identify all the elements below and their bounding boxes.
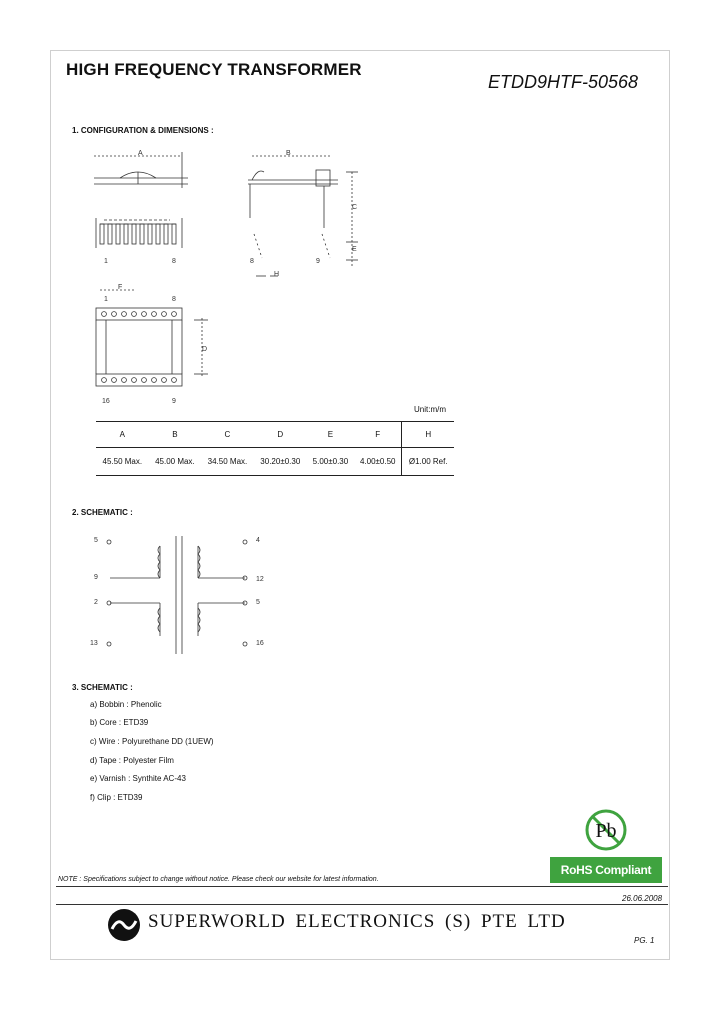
col-b: B <box>172 430 178 439</box>
dim-label-c: C <box>352 204 358 211</box>
schematic-pin-right-4: 16 <box>256 640 264 647</box>
footer-note: NOTE : Specifications subject to change without notice. Please check our website for latest information. <box>58 876 379 883</box>
footer-rule-top <box>56 886 668 887</box>
bottom-pin-1: 1 <box>104 296 108 303</box>
material-bobbin: a) Bobbin : Phenolic <box>90 700 162 709</box>
col-d: D <box>277 430 284 439</box>
front-pin-1: 1 <box>104 258 108 265</box>
val-f: 4.00±0.50 <box>359 457 396 466</box>
schematic-drawing <box>104 532 254 656</box>
val-h: Ø1.00 Ref. <box>402 448 454 476</box>
schematic-pin-right-2: 12 <box>256 576 264 583</box>
schematic-pin-left-2: 9 <box>94 574 98 581</box>
rohs-badge: RoHS Compliant <box>550 857 662 883</box>
company-name: SUPERWORLD ELECTRONICS (S) PTE LTD <box>148 911 566 932</box>
material-clip: f) Clip : ETD39 <box>90 793 143 802</box>
material-tape: d) Tape : Polyester Film <box>90 756 174 765</box>
front-pin-8: 8 <box>172 258 176 265</box>
bottom-pin-16: 16 <box>102 398 110 405</box>
bottom-pin-9: 9 <box>172 398 176 405</box>
page-number: PG. 1 <box>634 936 655 945</box>
document-title: HIGH FREQUENCY TRANSFORMER <box>66 60 362 79</box>
val-d: 30.20±0.30 <box>260 457 301 466</box>
table-row <box>96 448 454 476</box>
dim-label-d: D <box>202 346 208 353</box>
material-varnish: e) Varnish : Synthite AC-43 <box>90 774 186 783</box>
pb-symbol: Pb <box>595 820 617 842</box>
val-e: 5.00±0.30 <box>312 457 349 466</box>
side-pin-9: 9 <box>316 258 320 265</box>
section-3-heading: 3. SCHEMATIC : <box>72 683 133 692</box>
dimension-table <box>96 421 454 476</box>
unit-label: Unit:m/m <box>414 405 446 414</box>
schematic-pin-left-4: 13 <box>90 640 98 647</box>
company-logo-icon <box>106 907 142 943</box>
dim-label-b: B <box>286 150 291 157</box>
footer-date: 26.06.2008 <box>622 894 663 903</box>
schematic-pin-left-3: 2 <box>94 599 98 606</box>
section-2-heading: 2. SCHEMATIC : <box>72 508 133 517</box>
val-c: 34.50 Max. <box>207 457 248 466</box>
schematic-pin-right-3: 5 <box>256 599 260 606</box>
dim-label-a: A <box>138 150 143 157</box>
col-h: H <box>402 422 454 448</box>
material-core: b) Core : ETD39 <box>90 718 149 727</box>
schematic-pin-left-1: 5 <box>94 537 98 544</box>
bottom-view-drawing <box>90 282 214 400</box>
side-pin-8: 8 <box>250 258 254 265</box>
material-wire: c) Wire : Polyurethane DD (1UEW) <box>90 737 214 746</box>
table-header-row <box>96 422 454 448</box>
col-c: C <box>224 430 231 439</box>
bottom-pin-8: 8 <box>172 296 176 303</box>
dim-label-h: H <box>274 271 280 278</box>
col-f: F <box>375 430 381 439</box>
part-number: ETDD9HTF-50568 <box>488 72 639 92</box>
dim-label-f: F <box>118 284 123 291</box>
section-1-heading: 1. CONFIGURATION & DIMENSIONS : <box>72 126 214 135</box>
footer-rule-bottom <box>56 904 668 905</box>
val-b: 45.00 Max. <box>155 457 195 466</box>
dim-label-e: E <box>352 246 357 253</box>
col-a: A <box>119 430 125 439</box>
schematic-pin-right-1: 4 <box>256 537 260 544</box>
val-a: 45.50 Max. <box>102 457 143 466</box>
side-view-drawing <box>244 148 364 286</box>
front-view-drawing <box>90 148 190 270</box>
pb-free-icon <box>584 808 628 852</box>
col-e: E <box>327 430 334 439</box>
